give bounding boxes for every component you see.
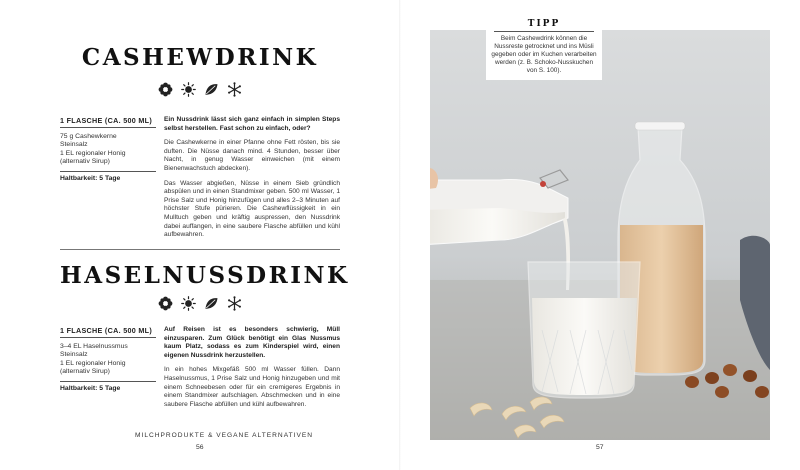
hazelnut-ingredients xyxy=(60,326,156,392)
ingredient-item: (alternativ Sirup) xyxy=(60,368,110,376)
cashew-shelf-life: Haltbarkeit: 5 Tage xyxy=(60,171,156,182)
page-number-left: 56 xyxy=(196,444,204,451)
drinks-photo xyxy=(430,30,770,440)
hazelnut-shelf-life: Haltbarkeit: 5 Tage xyxy=(60,381,156,392)
page-gutter xyxy=(399,0,401,470)
hazelnut-intro: Auf Reisen ist es besonders schwierig, Müll einzusparen. Zum Glück benötigt ein Glas Nussmus kaum Platz, sodass es zum Kinderspiel wird, einen eigenen Nussdrink herzustellen. xyxy=(164,326,340,359)
snowflake-icon xyxy=(227,82,242,97)
cashew-instructions xyxy=(164,116,340,246)
ingredient-item: Steinsalz xyxy=(60,351,88,359)
sun-icon xyxy=(181,82,196,97)
page-number-right: 57 xyxy=(596,444,604,451)
tip-title: TIPP xyxy=(494,19,594,32)
leaf-icon xyxy=(204,82,219,97)
hazelnut-title: HASELNUSSDRINK xyxy=(60,262,350,289)
tip-box xyxy=(486,16,602,80)
flower-icon xyxy=(158,296,173,311)
ingredient-item: (alternativ Sirup) xyxy=(60,158,110,166)
tip-text: Beim Cashewdrink können die Nussreste getrocknet und ins Müsli gegeben oder im Kuchen verarbeiten werden (z. B. Schoko-Nusskuchen von S. 100). xyxy=(491,35,597,74)
cashew-yield: 1 FLASCHE (CA. 500 ML) xyxy=(60,116,156,128)
ingredient-item: 75 g Cashewkerne xyxy=(60,133,117,140)
snowflake-icon xyxy=(227,296,242,311)
cashew-intro: Ein Nussdrink lässt sich ganz einfach in simplen Steps selbst herstellen. Fast schon zu einfach, oder? xyxy=(164,116,340,132)
cashew-ingredients xyxy=(60,116,156,182)
flower-icon xyxy=(158,82,173,97)
running-footer: MILCHPRODUKTE & VEGANE ALTERNATIVEN xyxy=(135,432,314,439)
ingredient-item: 1 EL regionaler Honig xyxy=(60,149,126,157)
hazelnut-yield: 1 FLASCHE (CA. 500 ML) xyxy=(60,326,156,338)
cashew-step-1: Die Cashewkerne in einer Pfanne ohne Fett rösten, bis sie duften. Die Nüsse danach mind. 4 Stunden, besser über Nacht, in genug Wasser einweichen (mit einem Bienenwachstuch abdecken). xyxy=(164,139,340,172)
section-divider xyxy=(60,249,340,250)
cashew-step-2: Das Wasser abgießen, Nüsse in einem Sieb gründlich abspülen und in einen Standmixer geben. 500 ml Wasser, 1 Prise Salz und Honig hinzufügen und alles 2–3 Minuten auf höchster Stufe pürieren. Die Cashewflüssigkeit in ein Mulltuch geben und kräftig auspressen, den Nussdrink dabei auffangen, in eine saubere Flasche abfüllen und kühl aufbewahren. xyxy=(164,179,340,239)
cashew-title: CASHEWDRINK xyxy=(81,44,319,71)
leaf-icon xyxy=(204,296,219,311)
sun-icon xyxy=(181,296,196,311)
ingredient-item: 1 EL regionaler Honig xyxy=(60,359,126,367)
cashew-icon-row xyxy=(60,82,340,97)
photo-illustration xyxy=(430,30,770,440)
ingredient-item: 3–4 EL Haselnussmus xyxy=(60,343,128,350)
hazelnut-instructions xyxy=(164,326,340,415)
ingredient-item: Steinsalz xyxy=(60,141,88,149)
hazelnut-icon-row xyxy=(60,296,340,311)
hazelnut-step-1: In ein hohes Mixgefäß 500 ml Wasser füllen. Dann Haselnussmus, 1 Prise Salz und Honig hinzugeben und mit einem Schneebesen oder für ein cremigeres Ergebnis in einem Standmixer aufschlagen. Abschmecken und in eine saubere Flasche abfüllen und kühl aufbewahren. xyxy=(164,366,340,408)
